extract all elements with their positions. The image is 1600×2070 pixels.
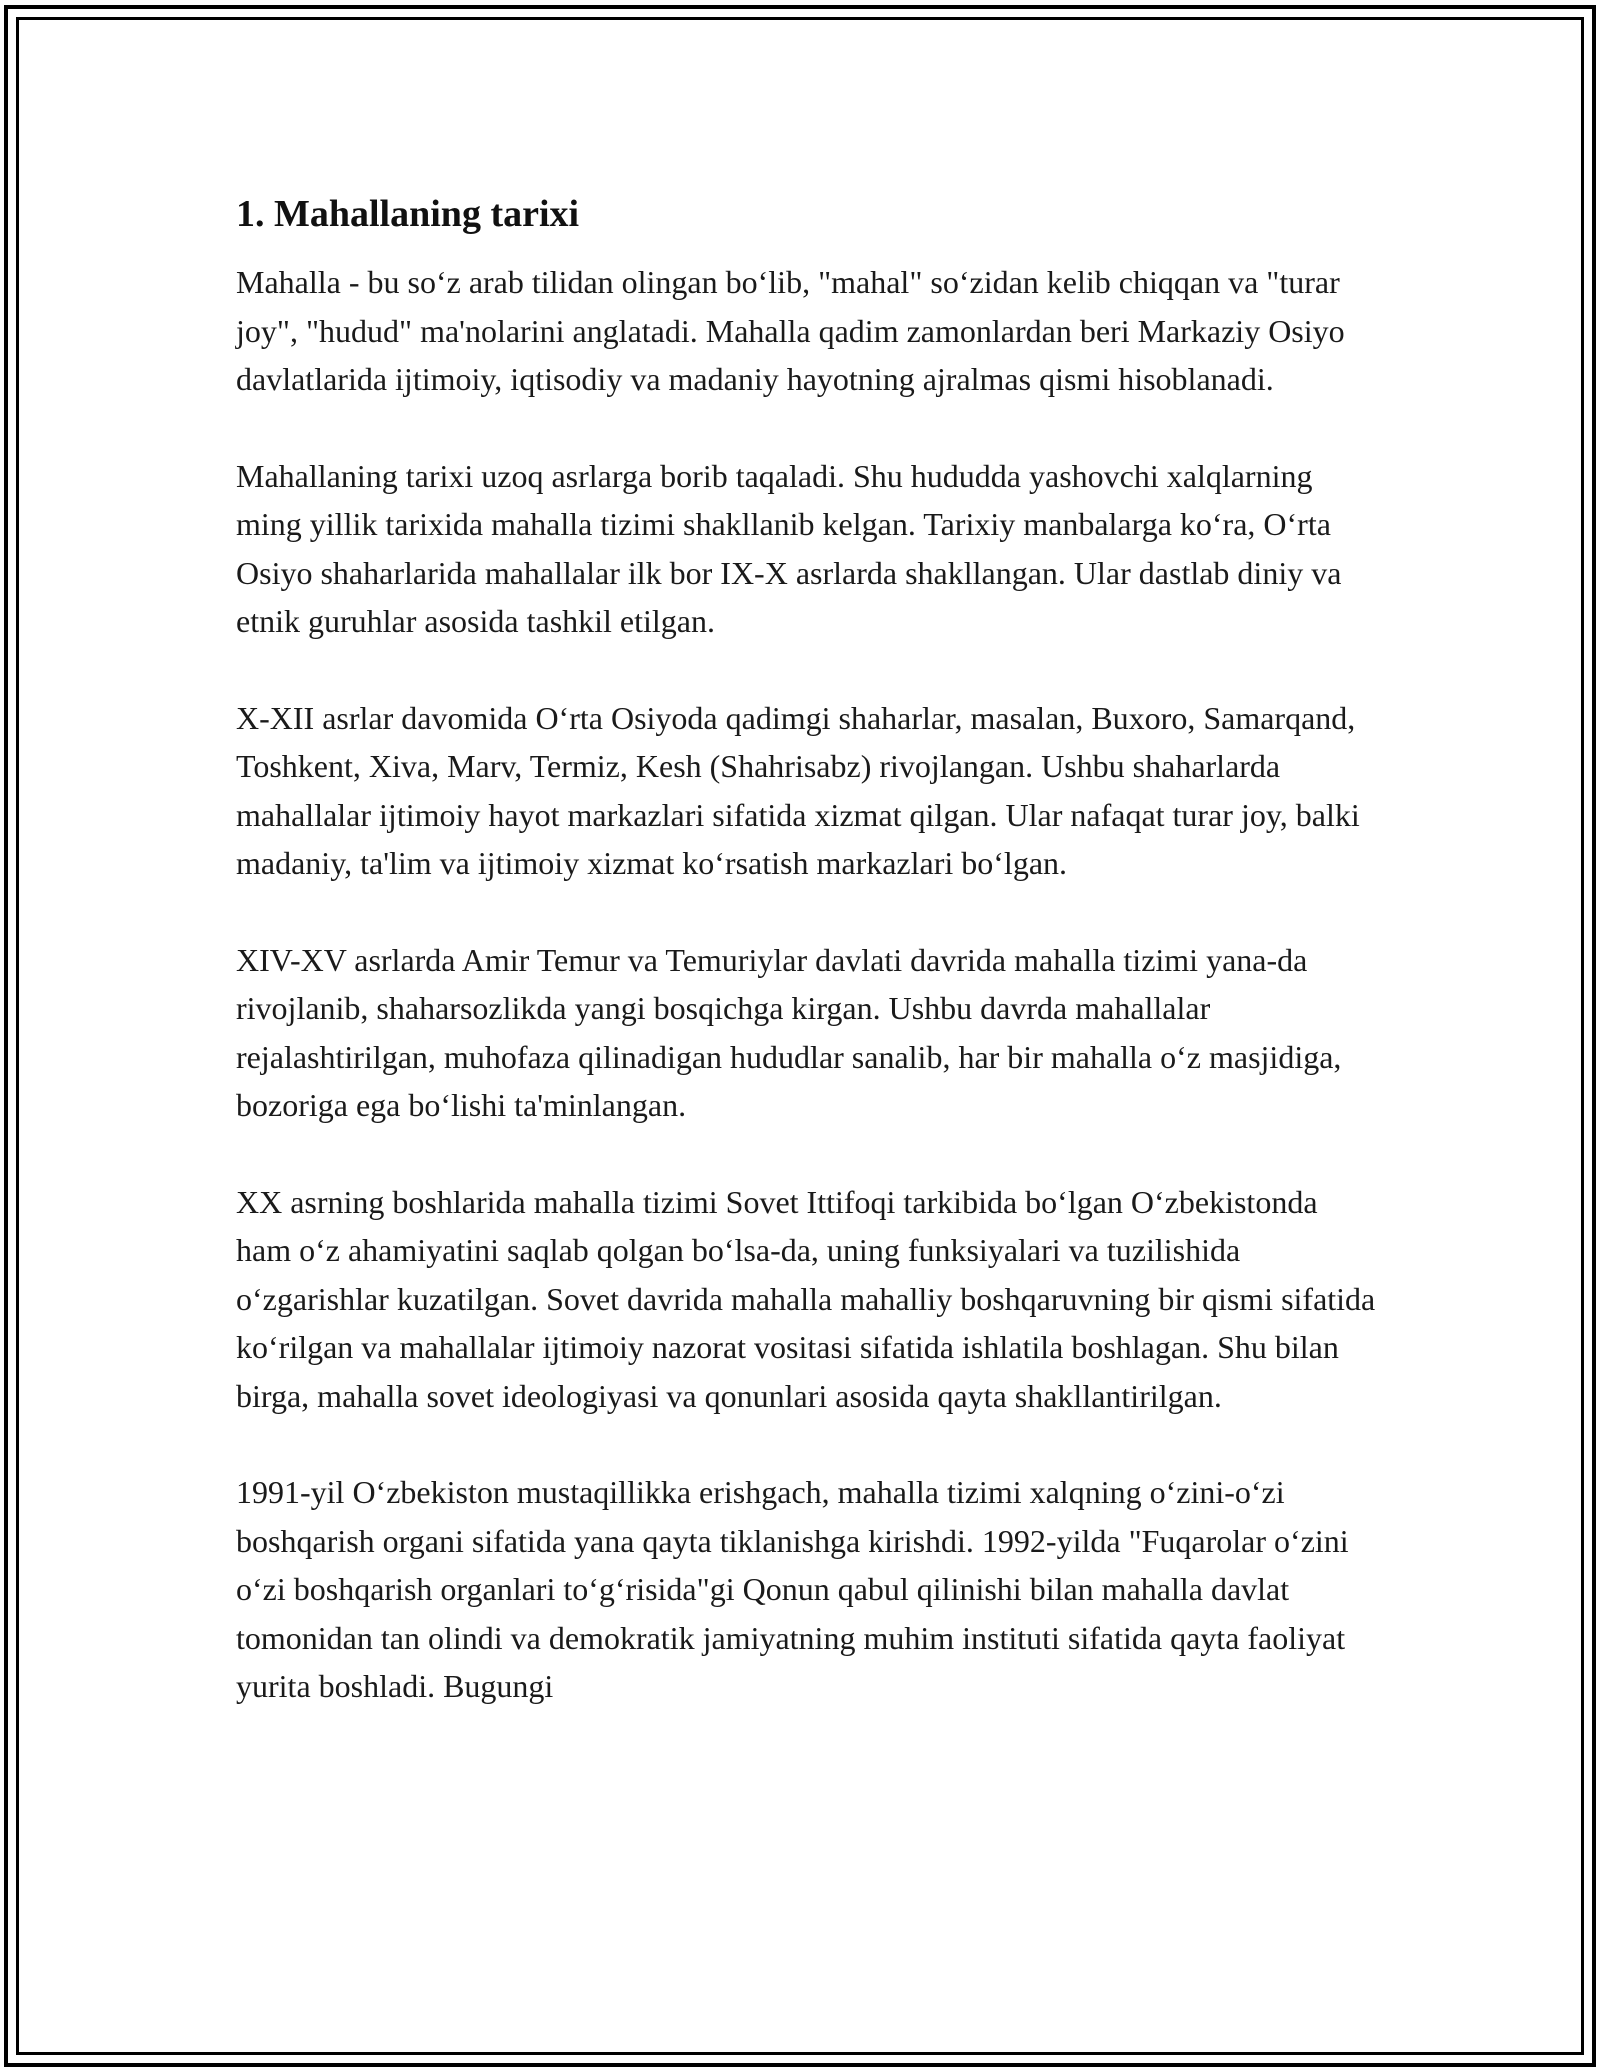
paragraph-2: Mahallaning tarixi uzoq asrlarga borib taqaladi. Shu hududda yashovchi xalqlarning ming yillik tarixida mahalla tizimi shakllanib kelgan. Tarixiy manbalarga koʻra, Oʻrta Osiyo shaharlarida mahallalar ilk bor IX-X asrlarda shakllangan. Ular dastlab diniy va etnik guruhlar asosida tashkil etilgan. xyxy=(236,457,1342,639)
paragraph-6: 1991-yil Oʻzbekiston mustaqillikka erishgach, mahalla tizimi xalqning oʻzini-oʻzi boshqarish organi sifatida yana qayta tiklanishga kirishdi. 1992-yilda "Fuqarolar oʻzini oʻzi boshqarish organlari toʻgʻrisida"gi Qonun qabul qilinishi bilan mahalla davlat tomonidan tan olindi va demokratik jamiyatning muhim instituti sifatida qayta faoliyat yurita boshladi. Bugungi xyxy=(236,1474,1349,1704)
paragraph-5: XX asrning boshlarida mahalla tizimi Sovet Ittifoqi tarkibida boʻlgan Oʻzbekistonda ham oʻz ahamiyatini saqlab qolgan boʻlsa-da, uning funksiyalari va tuzilishida oʻzgarishlar kuzatilgan. Sovet davrida mahalla mahalliy boshqaruvning bir qismi sifatida koʻrilgan va mahallalar ijtimoiy nazorat vositasi sifatida ishlatila boshlagan. Shu bilan birga, mahalla sovet ideologiyasi va qonunlari asosida qayta shakllantirilgan. xyxy=(236,1183,1376,1414)
document-body xyxy=(236,188,1376,1711)
section-heading: 1. Mahallaning tarixi xyxy=(236,193,580,235)
paragraph-3: X-XII asrlar davomida Oʻrta Osiyoda qadimgi shaharlar, masalan, Buxoro, Samarqand, Toshkent, Xiva, Marv, Termiz, Kesh (Shahrisabz) rivojlangan. Ushbu shaharlarda mahallalar ijtimoiy hayot markazlari sifatida xizmat qilgan. Ular nafaqat turar joy, balki madaniy, ta'lim va ijtimoiy xizmat koʻrsatish markazlari boʻlgan. xyxy=(236,699,1360,881)
paragraph-1: Mahalla - bu soʻz arab tilidan olingan boʻlib, "mahal" soʻzidan kelib chiqqan va "turar joy", "hudud" ma'nolarini anglatadi. Mahalla qadim zamonlardan beri Markaziy Osiyo davlatlarida ijtimoiy, iqtisodiy va madaniy hayotning ajralmas qismi hisoblanadi. xyxy=(236,264,1345,397)
paragraph-4: XIV-XV asrlarda Amir Temur va Temuriylar davlati davrida mahalla tizimi yana-da rivojlanib, shaharsozlikda yangi bosqichga kirgan. Ushbu davrda mahallalar rejalashtirilgan, muhofaza qilinadigan hududlar sanalib, har bir mahalla oʻz masjidiga, bozoriga ega boʻlishi ta'minlangan. xyxy=(236,941,1342,1123)
